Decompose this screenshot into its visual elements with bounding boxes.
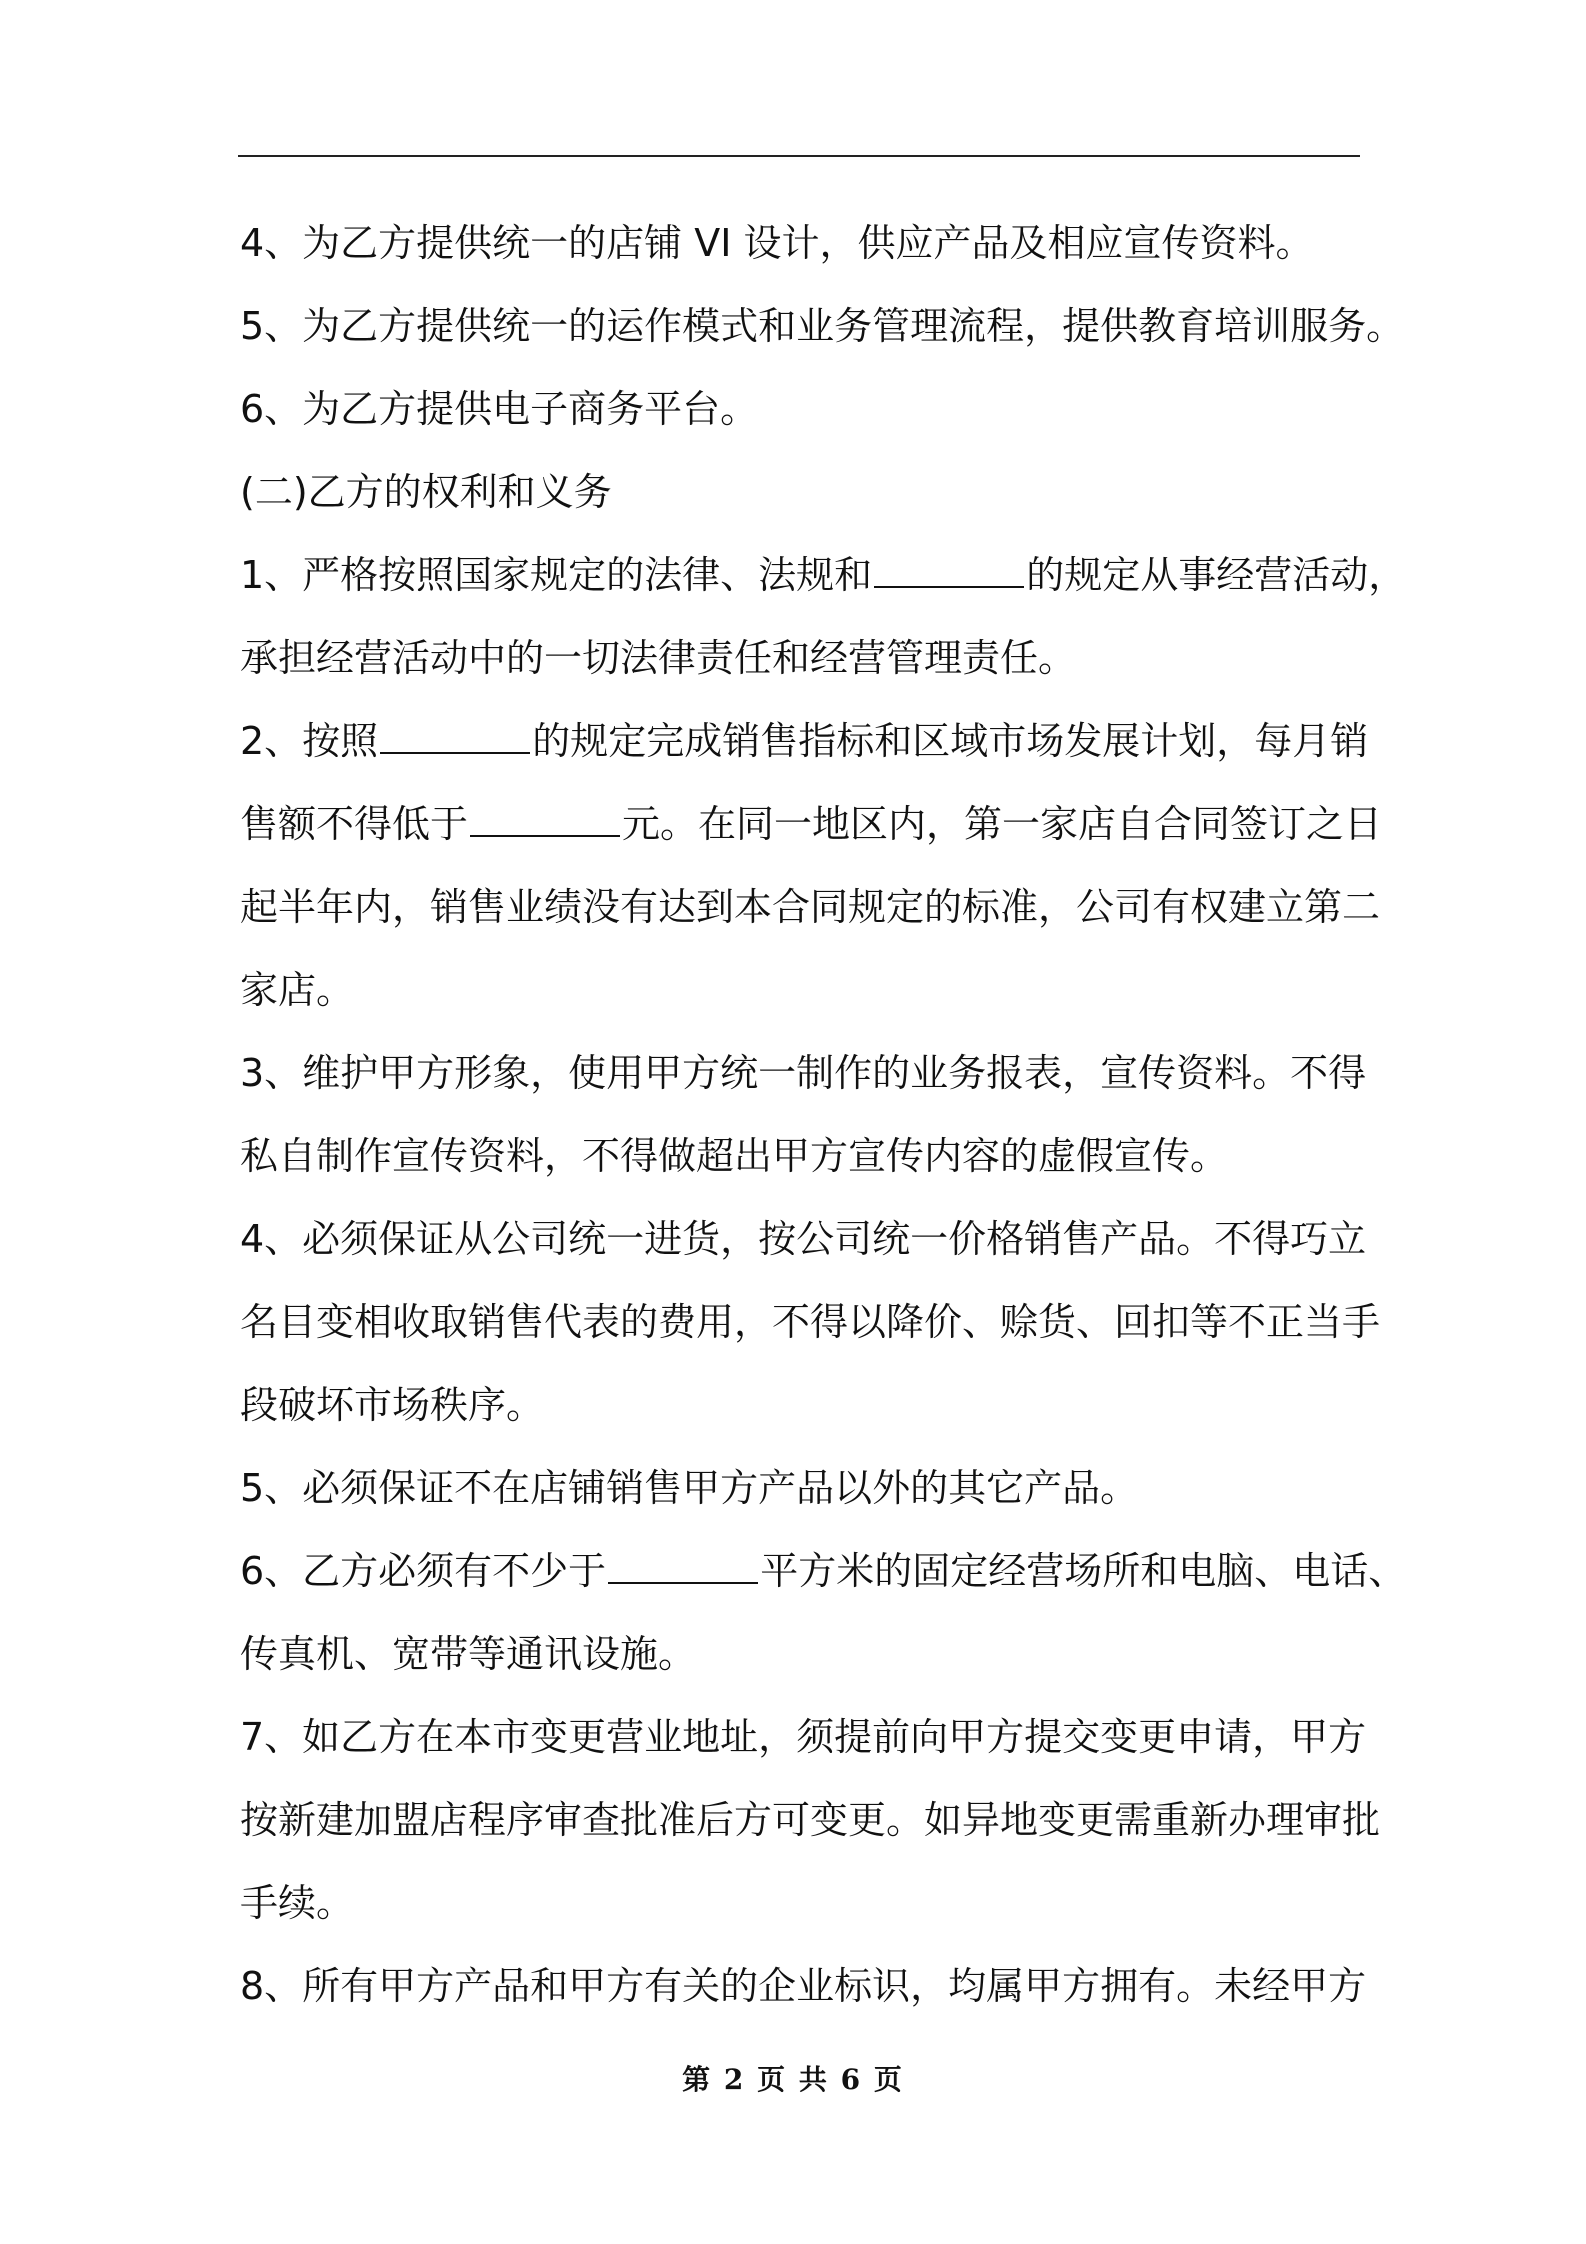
text-line	[240, 1530, 1407, 1613]
text-segment: 5、必须保证不在店铺销售甲方产品以外的其它产品。	[240, 1466, 1139, 1510]
text-segment: 名目变相收取销售代表的费用，不得以降价、赊货、回扣等不正当手	[240, 1300, 1381, 1344]
text-line	[240, 368, 1380, 451]
text-segment: 手续。	[240, 1881, 355, 1925]
fill-in-blank	[608, 1552, 758, 1584]
text-line	[240, 534, 1407, 617]
text-segment: 平方米的固定经营场所和电脑、电话、	[760, 1549, 1407, 1593]
text-segment: 8、所有甲方产品和甲方有关的企业标识，均属甲方拥有。未经甲方	[240, 1964, 1367, 2008]
text-segment: 5、为乙方提供统一的运作模式和业务管理流程，提供教育培训服务。	[240, 304, 1405, 348]
text-segment: 7、如乙方在本市变更营业地址，须提前向甲方提交变更申请，甲方	[240, 1715, 1367, 1759]
text-line	[240, 1281, 1380, 1364]
page-number: 第 2 页 共 6 页	[682, 2063, 904, 2096]
text-line	[240, 202, 1380, 285]
fill-in-blank	[874, 556, 1024, 588]
text-line	[240, 866, 1380, 949]
text-line	[240, 1032, 1380, 1115]
text-segment: 3、维护甲方形象，使用甲方统一制作的业务报表，宣传资料。不得	[240, 1051, 1367, 1095]
text-segment: 2、按照	[240, 719, 379, 763]
text-segment: 4、必须保证从公司统一进货，按公司统一价格销售产品。不得巧立	[240, 1217, 1367, 1261]
text-line	[240, 1198, 1380, 1281]
text-line	[240, 1115, 1380, 1198]
section-heading	[240, 451, 1380, 534]
text-segment: (二)乙方的权利和义务	[240, 470, 612, 514]
header-rule	[238, 155, 1360, 157]
text-line	[240, 700, 1380, 783]
text-segment: 承担经营活动中的一切法律责任和经营管理责任。	[240, 636, 1077, 680]
text-line	[240, 1945, 1380, 2028]
text-line	[240, 1613, 1380, 1696]
fill-in-blank	[380, 722, 530, 754]
text-line	[240, 1364, 1380, 1447]
text-line	[240, 783, 1383, 866]
document-body	[240, 202, 1407, 2028]
text-segment: 的规定完成销售指标和区域市场发展计划，每月销	[532, 719, 1369, 763]
text-segment: 元。在同一地区内，第一家店自合同签订之日	[622, 802, 1383, 846]
text-line	[240, 1696, 1380, 1779]
text-segment: 起半年内，销售业绩没有达到本合同规定的标准，公司有权建立第二	[240, 885, 1381, 929]
document-text	[240, 202, 1407, 2028]
text-segment: 6、为乙方提供电子商务平台。	[240, 387, 759, 431]
fill-in-blank	[470, 805, 620, 837]
text-segment: 4、为乙方提供统一的店铺 VI 设计，供应产品及相应宣传资料。	[240, 221, 1314, 265]
text-segment: 1、严格按照国家规定的法律、法规和	[240, 553, 873, 597]
text-line	[240, 1862, 1380, 1945]
text-segment: 售额不得低于	[240, 802, 469, 846]
text-segment: 6、乙方必须有不少于	[240, 1549, 607, 1593]
text-line	[240, 285, 1405, 368]
text-segment: 按新建加盟店程序审查批准后方可变更。如异地变更需重新办理审批	[240, 1798, 1381, 1842]
text-segment: 私自制作宣传资料，不得做超出甲方宣传内容的虚假宣传。	[240, 1134, 1229, 1178]
text-segment: 段破坏市场秩序。	[240, 1383, 545, 1427]
text-line	[240, 949, 1380, 1032]
text-segment: 的规定从事经营活动，	[1026, 553, 1407, 597]
text-line	[240, 1447, 1380, 1530]
text-segment: 家店。	[240, 968, 355, 1012]
text-line	[240, 1779, 1380, 1862]
text-segment: 传真机、宽带等通讯设施。	[240, 1632, 697, 1676]
text-line	[240, 617, 1380, 700]
